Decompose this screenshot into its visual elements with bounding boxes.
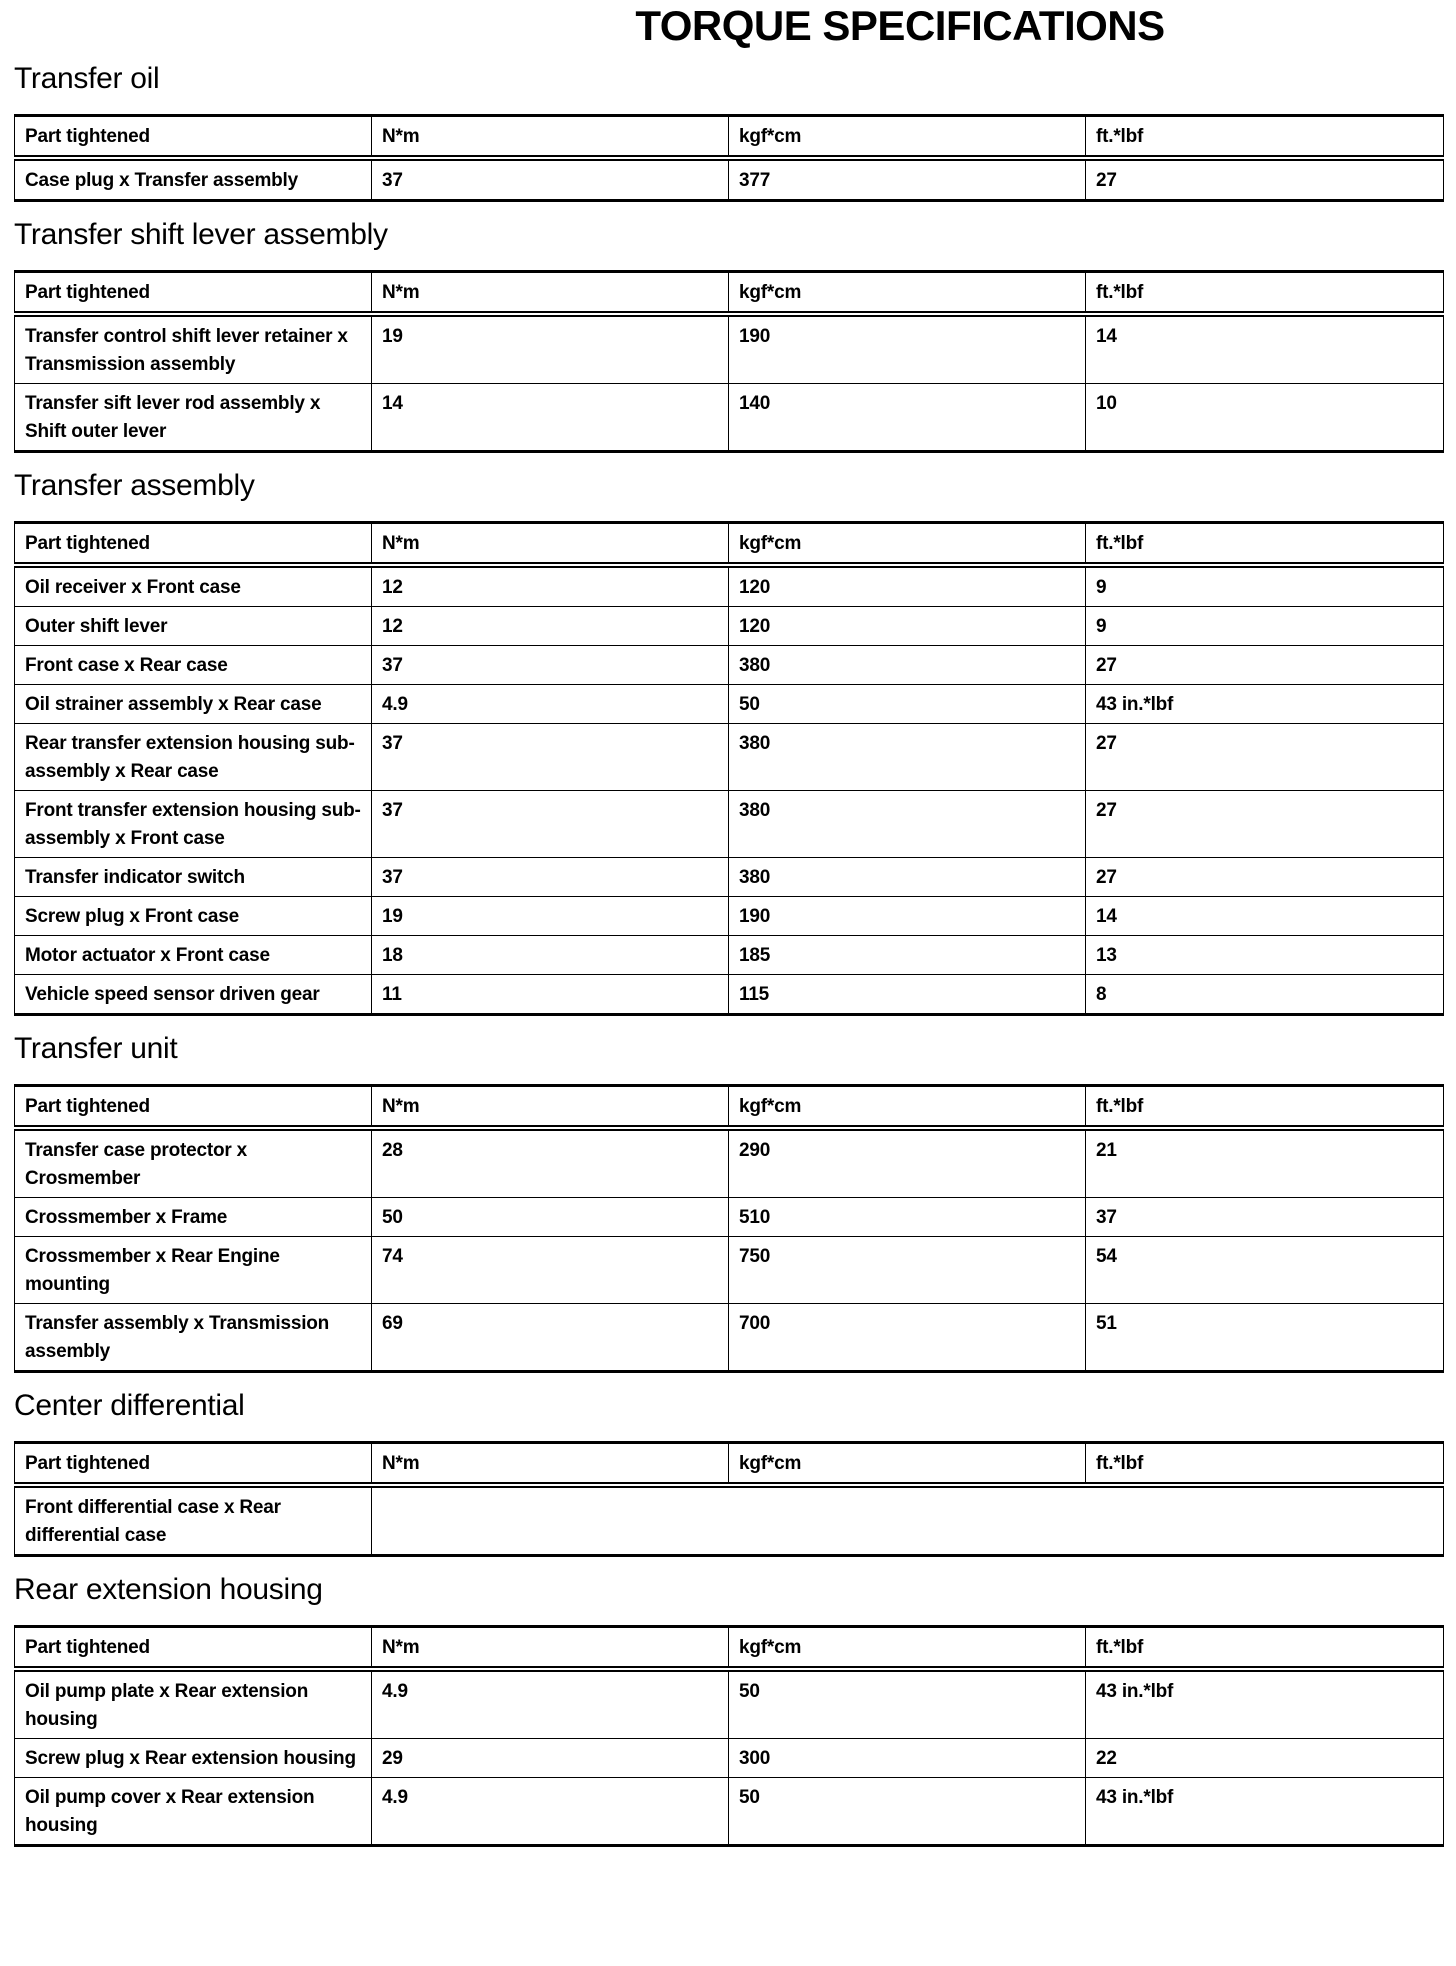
section-title: Transfer oil: [14, 62, 160, 95]
part-cell: Motor actuator x Front case: [15, 936, 372, 975]
column-header: Part tightened: [15, 272, 372, 315]
table-row: [15, 158, 1444, 201]
part-cell: Oil pump cover x Rear extension housing: [15, 1778, 372, 1846]
column-header: kgf*cm: [729, 272, 1086, 315]
part-cell: Vehicle speed sensor driven gear: [15, 975, 372, 1015]
kgfcm-cell: 380: [729, 791, 1086, 858]
ftlbf-cell: 21: [1086, 1128, 1444, 1198]
table-row: [15, 858, 1444, 897]
ftlbf-cell: 43 in.*lbf: [1086, 1669, 1444, 1739]
part-cell: Transfer sift lever rod assembly x Shift outer lever: [15, 384, 372, 452]
kgfcm-cell: 50: [729, 1669, 1086, 1739]
ftlbf-cell: 27: [1086, 646, 1444, 685]
column-header: kgf*cm: [729, 1086, 1086, 1129]
column-header: N*m: [372, 1443, 729, 1486]
kgfcm-cell: 380: [729, 646, 1086, 685]
table-row: [15, 607, 1444, 646]
part-cell: Crossmember x Frame: [15, 1198, 372, 1237]
nm-cell: 37: [372, 646, 729, 685]
part-cell: Screw plug x Rear extension housing: [15, 1739, 372, 1778]
nm-cell: 18: [372, 936, 729, 975]
table-row: [15, 1128, 1444, 1198]
kgfcm-cell: 750: [729, 1237, 1086, 1304]
torque-table: [14, 114, 1444, 202]
part-cell: Crossmember x Rear Engine mounting: [15, 1237, 372, 1304]
table-row: [15, 791, 1444, 858]
torque-table: [14, 1441, 1444, 1557]
column-header: ft.*lbf: [1086, 523, 1444, 566]
nm-cell: 4.9: [372, 685, 729, 724]
ftlbf-cell: 14: [1086, 897, 1444, 936]
column-header: Part tightened: [15, 1086, 372, 1129]
part-cell: Transfer assembly x Transmission assembly: [15, 1304, 372, 1372]
nm-cell: 4.9: [372, 1778, 729, 1846]
part-cell: Oil receiver x Front case: [15, 565, 372, 607]
section-title: Transfer shift lever assembly: [14, 218, 388, 251]
part-cell: Front transfer extension housing sub-assembly x Front case: [15, 791, 372, 858]
kgfcm-cell: 50: [729, 1778, 1086, 1846]
part-cell: Front case x Rear case: [15, 646, 372, 685]
kgfcm-cell: 377: [729, 158, 1086, 201]
column-header: N*m: [372, 1086, 729, 1129]
nm-cell: 4.9: [372, 1669, 729, 1739]
table-row: [15, 1778, 1444, 1846]
table-row: [15, 1304, 1444, 1372]
page-title: TORQUE SPECIFICATIONS: [635, 2, 1165, 49]
nm-cell: 12: [372, 607, 729, 646]
column-header: N*m: [372, 523, 729, 566]
column-header: N*m: [372, 116, 729, 159]
ftlbf-cell: 27: [1086, 158, 1444, 201]
kgfcm-cell: 190: [729, 314, 1086, 384]
column-header: ft.*lbf: [1086, 272, 1444, 315]
ftlbf-cell: 14: [1086, 314, 1444, 384]
column-header: Part tightened: [15, 1443, 372, 1486]
ftlbf-cell: 27: [1086, 858, 1444, 897]
nm-cell: 11: [372, 975, 729, 1015]
column-header: ft.*lbf: [1086, 1627, 1444, 1670]
ftlbf-cell: 54: [1086, 1237, 1444, 1304]
torque-table: [14, 1084, 1444, 1373]
table-header-row: [15, 116, 1444, 159]
spec-sections: [14, 64, 1444, 1865]
part-cell: Transfer case protector x Crosmember: [15, 1128, 372, 1198]
torque-table: [14, 521, 1444, 1016]
ftlbf-cell: 43 in.*lbf: [1086, 1778, 1444, 1846]
kgfcm-cell: 185: [729, 936, 1086, 975]
section-title: Rear extension housing: [14, 1573, 323, 1606]
column-header: kgf*cm: [729, 116, 1086, 159]
ftlbf-cell: 43 in.*lbf: [1086, 685, 1444, 724]
part-cell: Transfer indicator switch: [15, 858, 372, 897]
table-row: [15, 724, 1444, 791]
nm-cell: 37: [372, 858, 729, 897]
part-cell: Case plug x Transfer assembly: [15, 158, 372, 201]
column-header: Part tightened: [15, 523, 372, 566]
table-header-row: [15, 1086, 1444, 1129]
nm-cell: 19: [372, 897, 729, 936]
table-row: [15, 1237, 1444, 1304]
nm-cell: 69: [372, 1304, 729, 1372]
table-row: [15, 897, 1444, 936]
kgfcm-cell: 120: [729, 607, 1086, 646]
table-row: [15, 1739, 1444, 1778]
ftlbf-cell: 27: [1086, 791, 1444, 858]
nm-cell: 12: [372, 565, 729, 607]
table-row: [15, 975, 1444, 1015]
nm-cell: 29: [372, 1739, 729, 1778]
ftlbf-cell: 13: [1086, 936, 1444, 975]
part-cell: Oil strainer assembly x Rear case: [15, 685, 372, 724]
table-header-row: [15, 1627, 1444, 1670]
ftlbf-cell: 9: [1086, 607, 1444, 646]
table-header-row: [15, 272, 1444, 315]
kgfcm-cell: 190: [729, 897, 1086, 936]
kgfcm-cell: 120: [729, 565, 1086, 607]
table-row: [15, 685, 1444, 724]
nm-cell: 14: [372, 384, 729, 452]
table-row: [15, 1198, 1444, 1237]
column-header: Part tightened: [15, 116, 372, 159]
kgfcm-cell: 140: [729, 384, 1086, 452]
section-title: Transfer assembly: [14, 469, 255, 502]
part-cell: Front differential case x Rear differential case: [15, 1485, 372, 1556]
nm-cell: 37: [372, 158, 729, 201]
part-cell: Rear transfer extension housing sub-assembly x Rear case: [15, 724, 372, 791]
column-header: ft.*lbf: [1086, 1443, 1444, 1486]
ftlbf-cell: 10: [1086, 384, 1444, 452]
ftlbf-cell: 22: [1086, 1739, 1444, 1778]
torque-table: [14, 1625, 1444, 1847]
kgfcm-cell: 300: [729, 1739, 1086, 1778]
ftlbf-cell: 37: [1086, 1198, 1444, 1237]
column-header: kgf*cm: [729, 1443, 1086, 1486]
kgfcm-cell: 510: [729, 1198, 1086, 1237]
nm-cell: 19: [372, 314, 729, 384]
part-cell: Oil pump plate x Rear extension housing: [15, 1669, 372, 1739]
kgfcm-cell: 115: [729, 975, 1086, 1015]
ftlbf-cell: 27: [1086, 724, 1444, 791]
column-header: ft.*lbf: [1086, 116, 1444, 159]
column-header: N*m: [372, 1627, 729, 1670]
table-row: [15, 1485, 1444, 1556]
ftlbf-cell: 8: [1086, 975, 1444, 1015]
section-title: Transfer unit: [14, 1032, 178, 1065]
part-cell: Screw plug x Front case: [15, 897, 372, 936]
column-header: N*m: [372, 272, 729, 315]
ftlbf-cell: 9: [1086, 565, 1444, 607]
nm-cell: 28: [372, 1128, 729, 1198]
empty-value-cell: [372, 1485, 1444, 1556]
ftlbf-cell: 51: [1086, 1304, 1444, 1372]
column-header: kgf*cm: [729, 523, 1086, 566]
table-row: [15, 314, 1444, 384]
nm-cell: 37: [372, 724, 729, 791]
table-row: [15, 646, 1444, 685]
column-header: kgf*cm: [729, 1627, 1086, 1670]
part-cell: Outer shift lever: [15, 607, 372, 646]
nm-cell: 50: [372, 1198, 729, 1237]
kgfcm-cell: 290: [729, 1128, 1086, 1198]
column-header: Part tightened: [15, 1627, 372, 1670]
nm-cell: 37: [372, 791, 729, 858]
torque-table: [14, 270, 1444, 453]
kgfcm-cell: 380: [729, 724, 1086, 791]
table-row: [15, 565, 1444, 607]
kgfcm-cell: 50: [729, 685, 1086, 724]
table-header-row: [15, 1443, 1444, 1486]
column-header: ft.*lbf: [1086, 1086, 1444, 1129]
table-header-row: [15, 523, 1444, 566]
kgfcm-cell: 380: [729, 858, 1086, 897]
table-row: [15, 936, 1444, 975]
section-title: Center differential: [14, 1389, 245, 1422]
table-row: [15, 1669, 1444, 1739]
part-cell: Transfer control shift lever retainer x Transmission assembly: [15, 314, 372, 384]
nm-cell: 74: [372, 1237, 729, 1304]
table-row: [15, 384, 1444, 452]
kgfcm-cell: 700: [729, 1304, 1086, 1372]
